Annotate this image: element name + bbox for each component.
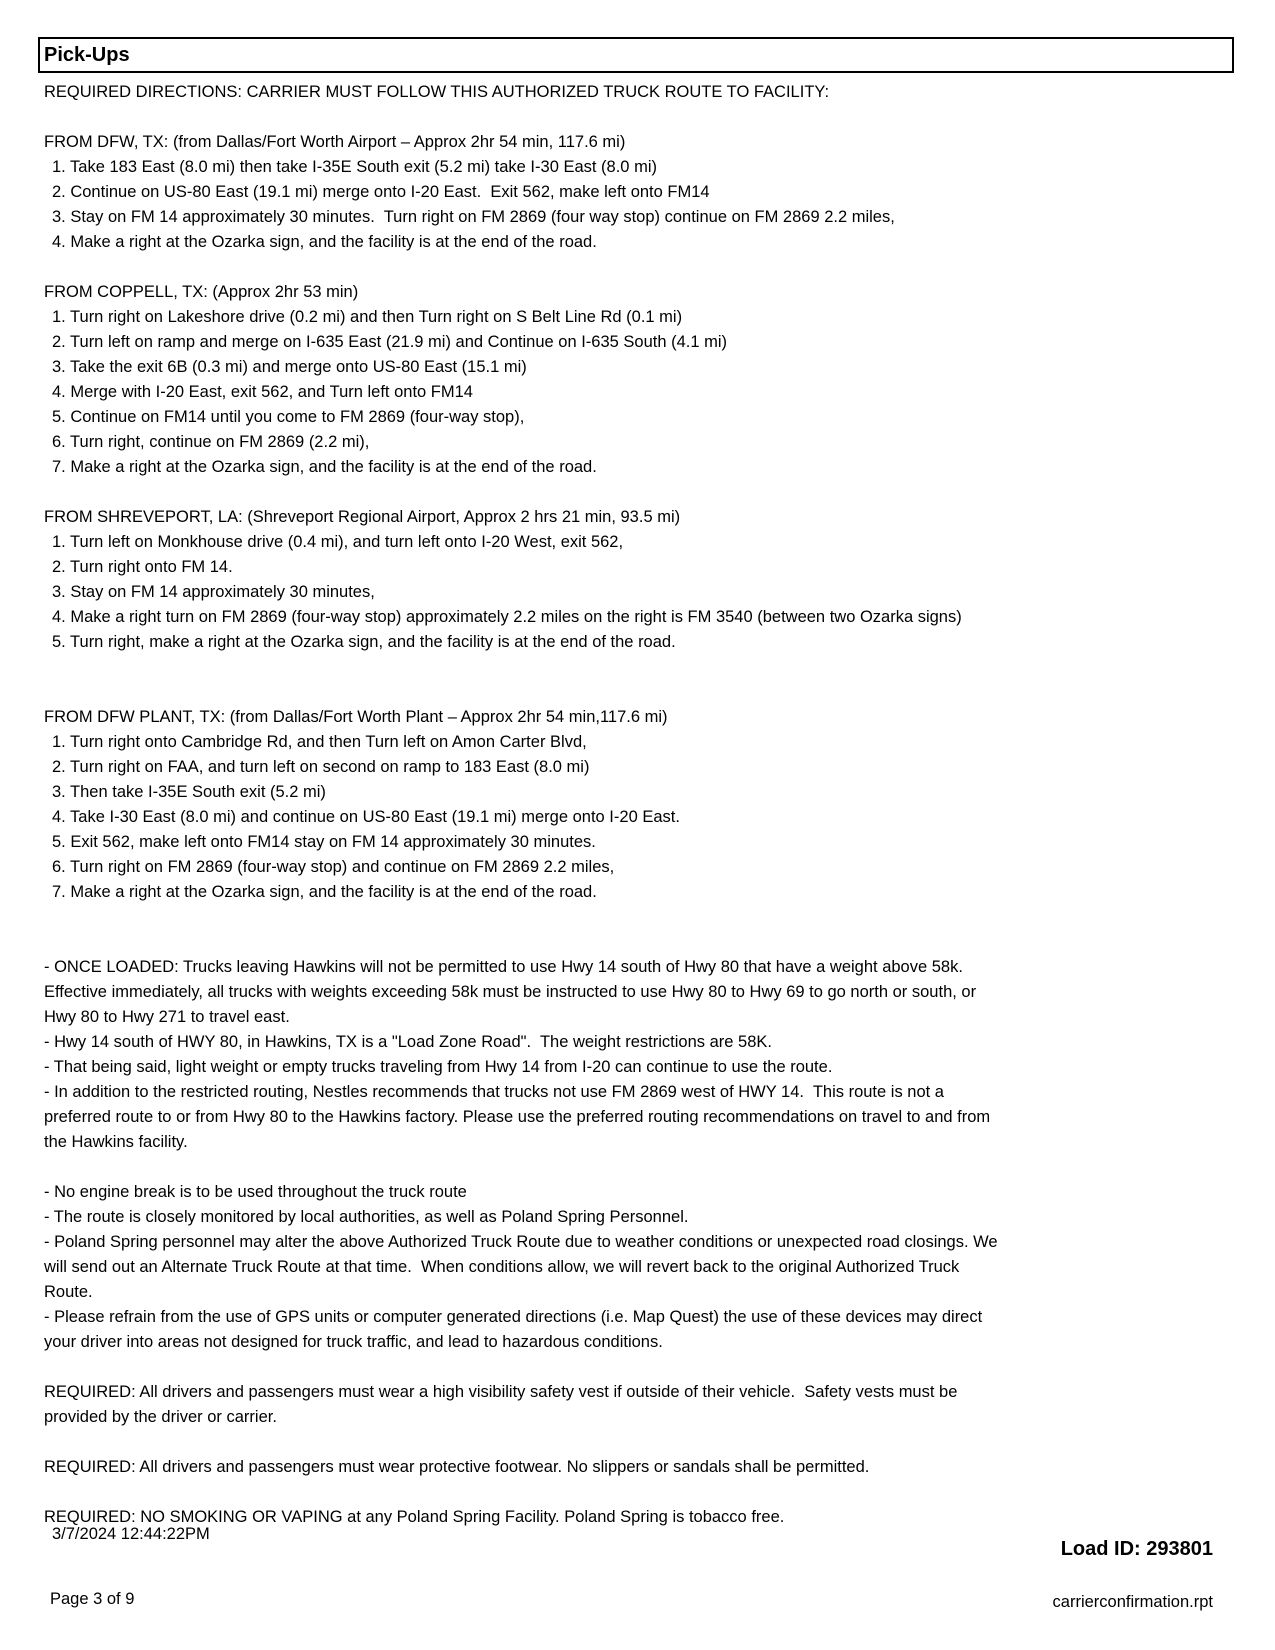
note-line: - In addition to the restricted routing, Nestles recommends that trucks not use FM 2869 west of HWY 14. This route is not a — [44, 1083, 944, 1101]
route-step: 5. Exit 562, make left onto FM14 stay on FM 14 approximately 30 minutes. — [52, 833, 596, 851]
route-step: 3. Take the exit 6B (0.3 mi) and merge onto US-80 East (15.1 mi) — [52, 358, 527, 376]
route-step: 1. Turn right on Lakeshore drive (0.2 mi) and then Turn right on S Belt Line Rd (0.1 mi) — [52, 308, 683, 326]
route-step: 2. Turn right on FAA, and turn left on second on ramp to 183 East (8.0 mi) — [52, 758, 590, 776]
footer-load-id: Load ID: 293801 — [1060, 1538, 1213, 1560]
note-line: - The route is closely monitored by local authorities, as well as Poland Spring Personnel. — [44, 1208, 689, 1226]
route-step: 3. Stay on FM 14 approximately 30 minutes, — [52, 583, 375, 601]
route-step: 7. Make a right at the Ozarka sign, and the facility is at the end of the road. — [52, 458, 597, 476]
note-line: - ONCE LOADED: Trucks leaving Hawkins will not be permitted to use Hwy 14 south of Hwy 80 that have a weight above 58k. — [44, 958, 963, 976]
required-vest-line: REQUIRED: All drivers and passengers must wear a high visibility safety vest if outside of their vehicle. Safety vests must be — [44, 1383, 958, 1401]
section-header-pickups: Pick-Ups — [38, 37, 1234, 73]
note-line: will send out an Alternate Truck Route at that time. When conditions allow, we will revert back to the original Authorized Truck — [44, 1258, 960, 1276]
footer-filename: carrierconfirmation.rpt — [1052, 1593, 1213, 1611]
note-line: - Please refrain from the use of GPS units or computer generated directions (i.e. Map Quest) the use of these devices may direct — [44, 1308, 983, 1326]
route-heading: FROM SHREVEPORT, LA: (Shreveport Regional Airport, Approx 2 hrs 21 min, 93.5 mi) — [44, 508, 681, 526]
required-smoking-line: REQUIRED: NO SMOKING OR VAPING at any Poland Spring Facility. Poland Spring is tobacco free. — [44, 1508, 785, 1526]
route-step: 6. Turn right, continue on FM 2869 (2.2 mi), — [52, 433, 370, 451]
intro-line: REQUIRED DIRECTIONS: CARRIER MUST FOLLOW THIS AUTHORIZED TRUCK ROUTE TO FACILITY: — [44, 83, 830, 101]
route-step: 6. Turn right on FM 2869 (four-way stop) and continue on FM 2869 2.2 miles, — [52, 858, 615, 876]
note-line: - Poland Spring personnel may alter the above Authorized Truck Route due to weather conditions or unexpected road closings. We — [44, 1233, 998, 1251]
route-step: 1. Turn left on Monkhouse drive (0.4 mi), and turn left onto I-20 West, exit 562, — [52, 533, 624, 551]
note-line: - Hwy 14 south of HWY 80, in Hawkins, TX is a "Load Zone Road". The weight restrictions are 58K. — [44, 1033, 772, 1051]
route-heading: FROM COPPELL, TX: (Approx 2hr 53 min) — [44, 283, 359, 301]
route-step: 3. Stay on FM 14 approximately 30 minutes. Turn right on FM 2869 (four way stop) continue on FM 2869 2.2 miles, — [52, 208, 895, 226]
route-step: 4. Merge with I-20 East, exit 562, and Turn left onto FM14 — [52, 383, 473, 401]
note-line: - That being said, light weight or empty trucks traveling from Hwy 14 from I-20 can continue to use the route. — [44, 1058, 833, 1076]
route-step: 3. Then take I-35E South exit (5.2 mi) — [52, 783, 326, 801]
route-step: 4. Make a right turn on FM 2869 (four-way stop) approximately 2.2 miles on the right is FM 3540 (between two Ozarka signs) — [52, 608, 962, 626]
route-step: 4. Make a right at the Ozarka sign, and the facility is at the end of the road. — [52, 233, 597, 251]
route-heading: FROM DFW PLANT, TX: (from Dallas/Fort Worth Plant – Approx 2hr 54 min,117.6 mi) — [44, 708, 668, 726]
route-step: 5. Turn right, make a right at the Ozarka sign, and the facility is at the end of the road. — [52, 633, 676, 651]
route-step: 2. Continue on US-80 East (19.1 mi) merge onto I-20 East. Exit 562, make left onto FM14 — [52, 183, 710, 201]
note-line: Hwy 80 to Hwy 271 to travel east. — [44, 1008, 290, 1026]
route-step: 4. Take I-30 East (8.0 mi) and continue on US-80 East (19.1 mi) merge onto I-20 East. — [52, 808, 680, 826]
footer-datetime: 3/7/2024 12:44:22PM — [52, 1525, 210, 1543]
note-line: preferred route to or from Hwy 80 to the Hawkins factory. Please use the preferred routing recommendations on travel to and from — [44, 1108, 991, 1126]
footer-page-number: Page 3 of 9 — [50, 1590, 135, 1608]
route-step: 2. Turn right onto FM 14. — [52, 558, 233, 576]
required-vest-line: provided by the driver or carrier. — [44, 1408, 277, 1426]
note-line: Route. — [44, 1283, 93, 1301]
directions-body — [44, 80, 1194, 1530]
note-line: your driver into areas not designed for truck traffic, and lead to hazardous conditions. — [44, 1333, 663, 1351]
route-step: 1. Turn right onto Cambridge Rd, and then Turn left on Amon Carter Blvd, — [52, 733, 587, 751]
note-line: the Hawkins facility. — [44, 1133, 188, 1151]
route-step: 2. Turn left on ramp and merge on I-635 East (21.9 mi) and Continue on I-635 South (4.1 mi) — [52, 333, 728, 351]
route-step: 7. Make a right at the Ozarka sign, and the facility is at the end of the road. — [52, 883, 597, 901]
route-step: 1. Take 183 East (8.0 mi) then take I-35E South exit (5.2 mi) take I-30 East (8.0 mi) — [52, 158, 657, 176]
note-line: Effective immediately, all trucks with weights exceeding 58k must be instructed to use Hwy 80 to Hwy 69 to go north or south, or — [44, 983, 977, 1001]
required-footwear-line: REQUIRED: All drivers and passengers must wear protective footwear. No slippers or sandals shall be permitted. — [44, 1458, 870, 1476]
route-heading: FROM DFW, TX: (from Dallas/Fort Worth Airport – Approx 2hr 54 min, 117.6 mi) — [44, 133, 626, 151]
note-line: - No engine break is to be used throughout the truck route — [44, 1183, 467, 1201]
route-step: 5. Continue on FM14 until you come to FM 2869 (four-way stop), — [52, 408, 525, 426]
